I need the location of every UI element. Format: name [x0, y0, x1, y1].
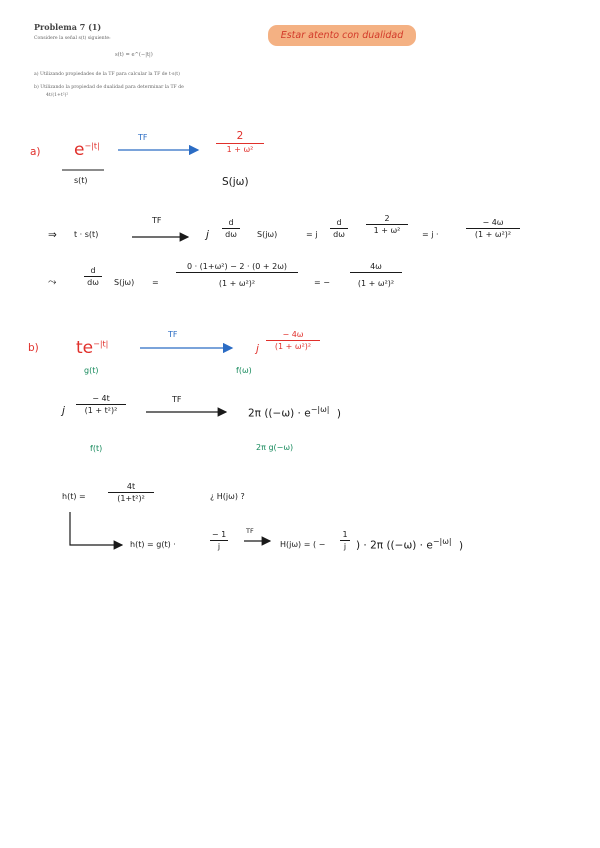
- line2-eq1: = j: [306, 230, 318, 239]
- h2-den: j: [217, 542, 221, 551]
- line2-eq2: = j ·: [422, 230, 439, 239]
- line3-result: [350, 262, 402, 288]
- line2-num: 2: [384, 214, 390, 223]
- line2-derivative: [222, 218, 240, 239]
- h2-lhs: h(t) = g(t) ·: [130, 540, 176, 549]
- dual-rhs-exp: −|ω|: [310, 405, 330, 414]
- line2-j: j: [206, 229, 209, 241]
- line2-S: S(jω): [257, 230, 278, 239]
- dual-rhs-close: ): [336, 407, 341, 420]
- line2-arrow-label: TF: [152, 216, 162, 225]
- h2-rhs-close: ): [458, 539, 464, 552]
- line2-lhs: t · s(t): [74, 230, 99, 239]
- part-a-ft: [216, 130, 264, 154]
- h-num: 4t: [126, 482, 136, 491]
- part-b-label: b): [28, 342, 39, 354]
- part-a-ft-name: S(jω): [222, 176, 249, 188]
- line3-frac: [176, 262, 298, 288]
- h2-rhs: H(jω) = ( −: [280, 540, 326, 549]
- h2-rhs2-text: ) · 2π ((−ω) · e: [356, 539, 433, 552]
- h2-rhs-num: 1: [342, 530, 348, 539]
- line2-rnum: − 4ω: [482, 218, 504, 227]
- problem-item-b: b) Utilizando la propiedad de dualidad para determinar la TF de: [34, 85, 184, 90]
- line2-den: 1 + ω²: [373, 226, 401, 235]
- line2-d2: d: [336, 218, 342, 227]
- dual-rhs: [248, 405, 341, 420]
- dual-arrow-label: TF: [172, 395, 182, 404]
- dual-rhs-name: 2π g(−ω): [256, 443, 294, 452]
- line3-rnum: 4ω: [370, 262, 382, 271]
- part-a-arrow-label: TF: [138, 133, 148, 142]
- line3-rden: (1 + ω²)²: [357, 279, 395, 288]
- part-a-signal-name: s(t): [74, 176, 88, 185]
- line3-derivative: [84, 266, 102, 287]
- part-b-signal-base: e: [82, 338, 94, 358]
- h-question: ¿ H(jω) ?: [210, 492, 245, 501]
- duality-warning-note: Estar atento con dualidad: [268, 25, 416, 46]
- part-b-signal-exp: −|t|: [93, 339, 109, 349]
- line3-symbol: ⤳: [48, 276, 57, 288]
- part-a-ft-num: 2: [236, 130, 244, 142]
- h2-num: − 1: [211, 530, 227, 539]
- line2-frac: [366, 214, 408, 235]
- problem-title: Problema 7 (1): [34, 22, 102, 32]
- h2-rhs-exp: −|ω|: [432, 537, 452, 546]
- h2-rhs2: [356, 537, 463, 552]
- dual-num: − 4t: [92, 394, 110, 403]
- line2-implies: ⇒: [48, 229, 57, 241]
- part-b-ft-num: − 4ω: [282, 330, 304, 339]
- h2-rhs-frac: [340, 530, 350, 551]
- part-b-ft-j: j: [256, 343, 259, 355]
- part-b-arrow-label: TF: [168, 330, 178, 339]
- line2-derivative-2: [330, 218, 348, 239]
- h-den: (1+t²)²: [117, 494, 145, 503]
- line2-dw2: dω: [333, 230, 345, 239]
- part-a-ft-den: 1 + ω²: [226, 145, 254, 154]
- h2-frac: [210, 530, 228, 551]
- dual-name: f(t): [90, 444, 103, 453]
- line2-d: d: [228, 218, 234, 227]
- problem-item-a: a) Utilizando propiedades de la TF para calcular la TF de t·s(t): [34, 72, 180, 77]
- h-lhs: h(t) =: [62, 492, 86, 501]
- part-a-signal: [74, 140, 100, 160]
- line2-result: [466, 218, 520, 239]
- problem-statement: Considere la señal s(t) siguiente:: [34, 36, 111, 41]
- part-a-signal-exp: −|t|: [84, 141, 100, 151]
- part-b-ft: [266, 330, 320, 351]
- part-b-signal: [76, 338, 108, 358]
- line3-num: 0 · (1+ω²) − 2 · (0 + 2ω): [186, 262, 288, 271]
- part-a-signal-base: e: [74, 140, 85, 160]
- line3-dw: dω: [87, 278, 99, 287]
- dual-j: j: [62, 405, 65, 417]
- part-b-signal-t: t: [76, 338, 83, 358]
- line3-S: S(jω): [114, 278, 135, 287]
- part-b-ft-name: f(ω): [236, 366, 252, 375]
- line3-eq: =: [152, 278, 159, 287]
- line2-rden: (1 + ω²)²: [474, 230, 512, 239]
- line3-eq2: = −: [314, 278, 330, 287]
- dual-den: (1 + t²)²: [84, 406, 118, 415]
- h2-rhs-den: j: [343, 542, 347, 551]
- dual-frac: [76, 394, 126, 415]
- h2-arrow-label: TF: [246, 527, 254, 535]
- arrow-h-branch: [70, 512, 122, 545]
- part-b-signal-name: g(t): [84, 366, 99, 375]
- problem-formula: s(t) = e^(−|t|): [115, 52, 153, 58]
- line2-dw: dω: [225, 230, 237, 239]
- line3-d: d: [90, 266, 96, 275]
- h-frac: [108, 482, 154, 503]
- dual-rhs-text: 2π ((−ω) · e: [248, 407, 311, 420]
- problem-item-b-cont: 4t/(1+t²)²: [46, 93, 69, 98]
- line3-den: (1 + ω²)²: [218, 279, 256, 288]
- part-b-ft-den: (1 + ω²)²: [274, 342, 312, 351]
- part-a-label: a): [30, 146, 41, 158]
